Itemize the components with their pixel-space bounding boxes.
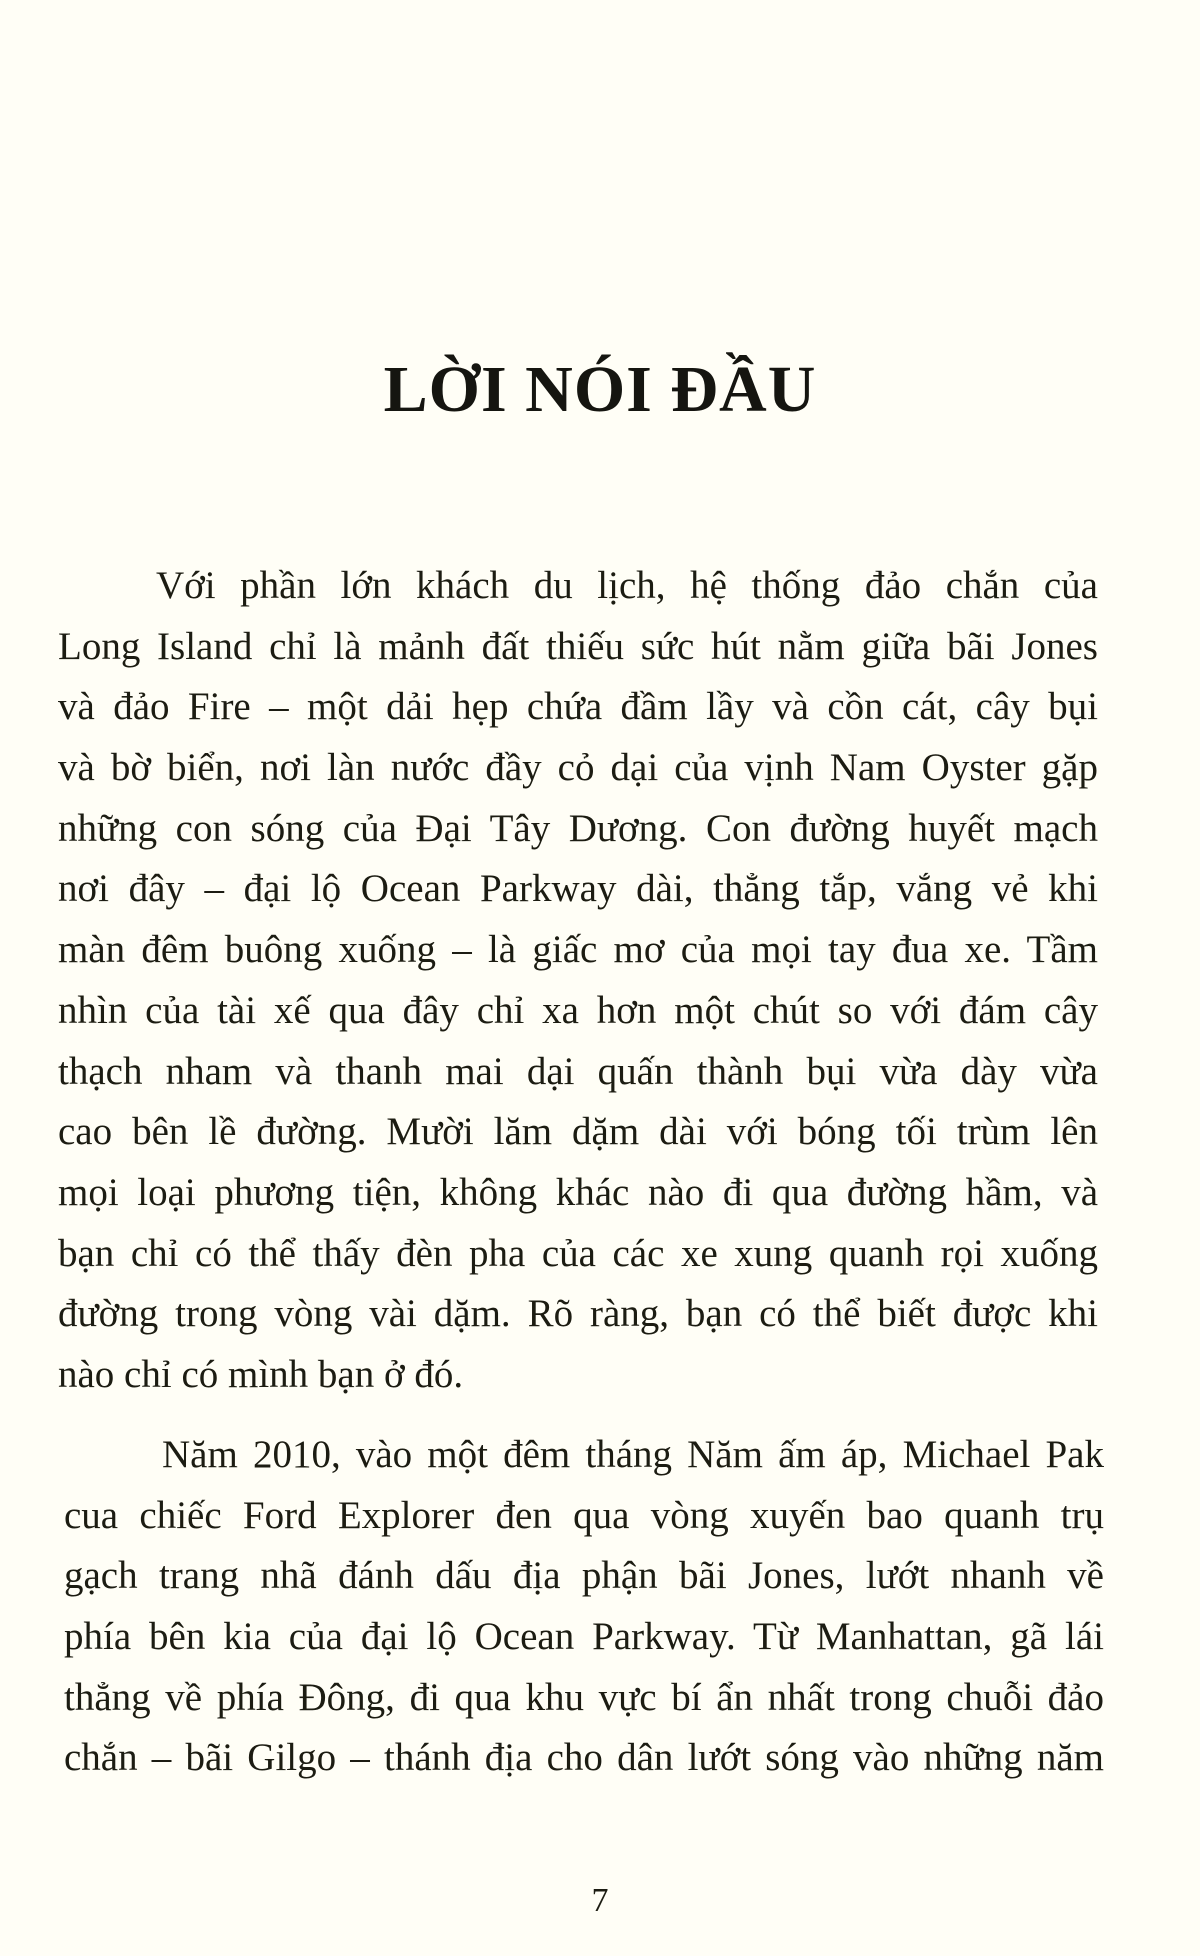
text-line: cua chiếc Ford Explorer đen qua vòng xuyến bao quanh trụ — [64, 1493, 1104, 1537]
paragraph-2 — [64, 1425, 1104, 1789]
text-line: thẳng về phía Đông, đi qua khu vực bí ẩn nhất trong chuỗi đảo — [64, 1675, 1104, 1719]
text-line: nhìn của tài xế qua đây chỉ xa hơn một chút so với đám cây — [58, 988, 1098, 1032]
text-line: và bờ biển, nơi làn nước đầy cỏ dại của vịnh Nam Oyster gặp — [58, 746, 1098, 790]
paragraph-1 — [58, 556, 1098, 1406]
chapter-title: LỜI NÓI ĐẦU — [383, 353, 817, 426]
text-line: nào chỉ có mình bạn ở đó. — [58, 1352, 464, 1396]
text-line: Với phần lớn khách du lịch, hệ thống đảo chắn của — [156, 564, 1098, 607]
text-line: Năm 2010, vào một đêm tháng Năm ấm áp, Michael Pak — [162, 1433, 1104, 1476]
text-line: bạn chỉ có thể thấy đèn pha của các xe xung quanh rọi xuống — [58, 1231, 1098, 1275]
text-line: những con sóng của Đại Tây Dương. Con đường huyết mạch — [58, 806, 1098, 850]
text-line: chắn – bãi Gilgo – thánh địa cho dân lướt sóng vào những năm — [64, 1736, 1104, 1780]
text-line: phía bên kia của đại lộ Ocean Parkway. Từ Manhattan, gã lái — [64, 1615, 1104, 1659]
text-line: thạch nham và thanh mai dại quấn thành bụi vừa dày vừa — [58, 1049, 1098, 1093]
text-line: đường trong vòng vài dặm. Rõ ràng, bạn có thể biết được khi — [58, 1292, 1098, 1336]
text-line: màn đêm buông xuống – là giấc mơ của mọi tay đua xe. Tầm — [58, 928, 1098, 972]
text-line: và đảo Fire – một dải hẹp chứa đầm lầy và cồn cát, cây bụi — [58, 685, 1098, 729]
text-line: mọi loại phương tiện, không khác nào đi qua đường hầm, và — [58, 1170, 1098, 1214]
page-number: 7 — [591, 1882, 609, 1919]
text-line: Long Island chỉ là mảnh đất thiếu sức hút nằm giữa bãi Jones — [58, 624, 1098, 668]
text-line: nơi đây – đại lộ Ocean Parkway dài, thẳng tắp, vắng vẻ khi — [58, 867, 1098, 911]
text-line: gạch trang nhã đánh dấu địa phận bãi Jones, lướt nhanh về — [64, 1554, 1104, 1598]
text-line: cao bên lề đường. Mười lăm dặm dài với bóng tối trùm lên — [58, 1110, 1098, 1154]
